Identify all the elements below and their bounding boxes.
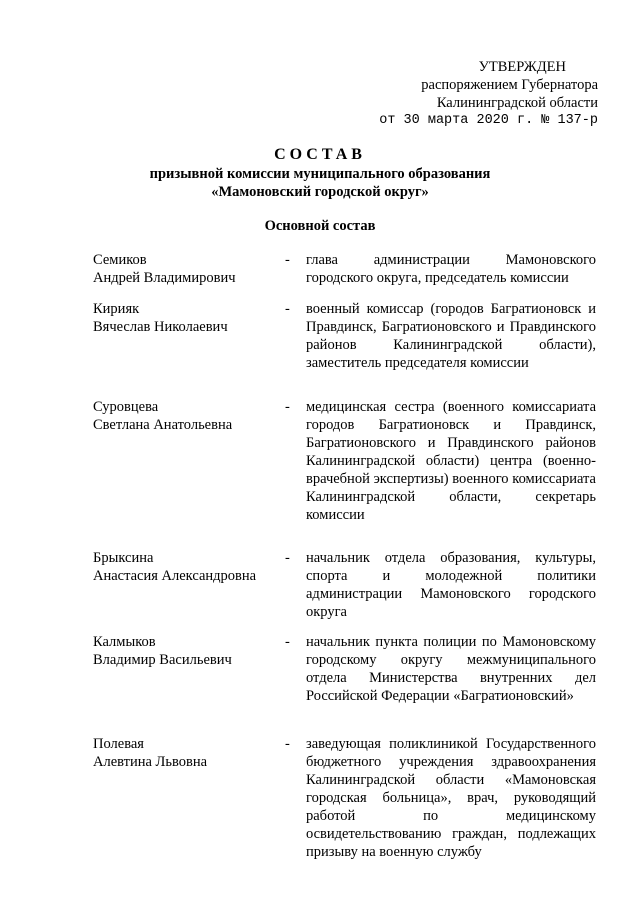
dash-separator: -	[285, 736, 290, 752]
member-row	[93, 300, 596, 371]
member-name	[93, 300, 283, 336]
member-given-names: Андрей Владимирович	[93, 270, 236, 286]
dash-separator: -	[285, 399, 290, 415]
member-name	[93, 633, 283, 669]
member-given-names: Светлана Анатольевна	[93, 417, 233, 433]
member-row	[93, 251, 596, 287]
member-role: военный комиссар (городов Багратионовск и Правдинск, Багратионовского и Правдинского районов Калининградской области), заместитель председателя комиссии	[306, 301, 596, 371]
approval-line-2: Калининградской области	[436, 95, 598, 111]
approval-line-3: от 30 марта 2020 г. № 137-р	[379, 113, 598, 128]
member-surname: Суровцева	[93, 399, 159, 415]
member-row	[93, 633, 596, 704]
member-surname: Семиков	[93, 252, 147, 268]
dash-separator: -	[285, 634, 290, 650]
member-surname: Кирияк	[93, 301, 140, 317]
dash-separator: -	[285, 252, 290, 268]
member-surname: Брыксина	[93, 550, 154, 566]
member-given-names: Владимир Васильевич	[93, 652, 232, 668]
approval-stamp	[368, 58, 598, 130]
dash-separator: -	[285, 550, 290, 566]
dash-separator: -	[285, 301, 290, 317]
member-role: заведующая поликлиникой Государственного бюджетного учреждения здравоохранения Калининградской области «Мамоновская городская больница», врач, руководящий работой по медицинскому освидетельствованию граждан, подлежащих призыву на военную службу	[306, 736, 596, 860]
document-title: СОСТАВ	[274, 146, 366, 163]
member-name	[93, 549, 283, 585]
member-given-names: Алевтина Львовна	[93, 754, 208, 770]
member-given-names: Анастасия Александровна	[93, 568, 257, 584]
document-subtitle-2: «Мамоновский городской округ»	[211, 184, 429, 200]
member-given-names: Вячеслав Николаевич	[93, 319, 228, 335]
approval-line-1: распоряжением Губернатора	[421, 77, 598, 93]
member-role: медицинская сестра (военного комиссариата городов Багратионовск и Правдинск, Багратионовского и Правдинского районов Калининградской области) центра (военно-врачебной экспертизы) военного комиссариата Калининградской области, секретарь комиссии	[306, 399, 596, 523]
member-name	[93, 735, 283, 771]
member-row	[93, 735, 596, 860]
member-row	[93, 398, 596, 523]
member-surname: Полевая	[93, 736, 144, 752]
approval-heading: УТВЕРЖДЕН	[478, 59, 566, 75]
member-surname: Калмыков	[93, 634, 156, 650]
member-row	[93, 549, 596, 620]
section-heading: Основной состав	[264, 218, 376, 234]
member-role: глава администрации Мамоновского городского округа, председатель комиссии	[306, 252, 596, 286]
document-subtitle-1: призывной комиссии муниципального образования	[149, 166, 491, 182]
member-name	[93, 398, 283, 434]
member-role: начальник отдела образования, культуры, спорта и молодежной политики администрации Мамоновского городского округа	[306, 550, 596, 620]
member-role: начальник пункта полиции по Мамоновскому городскому округу межмуниципального отдела Министерства внутренних дел Российской Федерации «Багратионовский»	[306, 634, 596, 704]
member-name	[93, 251, 283, 287]
